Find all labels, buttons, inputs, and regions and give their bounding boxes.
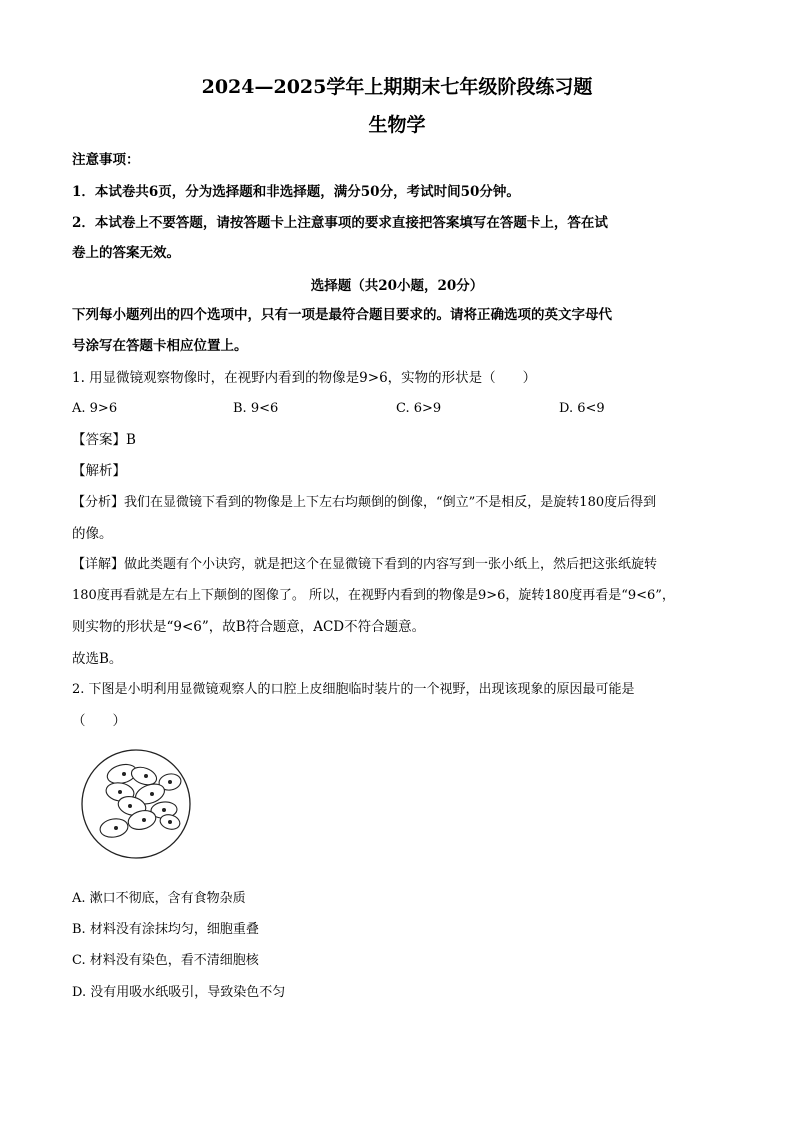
question-1-option-b: B. 9<6 <box>233 401 279 416</box>
section-instruction-line-1: 下列每小题列出的四个选项中，只有一项是最符合题目要求的。请将正确选项的英文字母代 <box>72 307 612 323</box>
question-1-xiangjie-line-1: 【详解】做此类题有个小诀窍，就是把这个在显微镜下看到的内容写到一张小纸上，然后把这张纸旋转 <box>72 557 658 572</box>
section-title: 选择题（共20小题，20分） <box>310 278 484 294</box>
section-instruction-line-2: 号涂写在答题卡相应位置上。 <box>72 338 248 354</box>
question-1-analysis-label: 【解析】 <box>72 463 126 479</box>
subject-title: 生物学 <box>368 114 426 136</box>
question-1-answer: 【答案】B <box>72 432 136 448</box>
notice-heading: 注意事项： <box>72 152 140 168</box>
question-1-fenxi-line-2: 的像。 <box>72 526 113 542</box>
question-2-option-d: D. 没有用吸水纸吸引，导致染色不匀 <box>72 985 286 1000</box>
question-1-conclusion: 故选B。 <box>72 651 123 667</box>
overlapping-cells <box>99 761 183 839</box>
question-1-xiangjie-line-3: 则实物的形状是“9<6”，故B符合题意，ACD不符合题意。 <box>72 619 426 635</box>
notice-item-1: 1．本试卷共6页，分为选择题和非选择题，满分50分，考试时间50分钟。 <box>72 184 520 200</box>
question-2-stem-line-1: 2. 下图是小明利用显微镜观察人的口腔上皮细胞临时装片的一个视野，出现该现象的原因最可能是 <box>72 682 635 697</box>
question-1-option-a: A. 9>6 <box>72 401 118 416</box>
question-1-stem: 1. 用显微镜观察物像时，在视野内看到的物像是9>6，实物的形状是（ ） <box>72 370 537 386</box>
question-1-option-c: C. 6>9 <box>396 401 442 416</box>
notice-item-2-line-1: 2．本试卷上不要答题，请按答题卡上注意事项的要求直接把答案填写在答题卡上，答在试 <box>72 215 608 231</box>
question-2-option-b: B. 材料没有涂抹均匀，细胞重叠 <box>72 922 259 937</box>
question-2-option-a: A. 漱口不彻底，含有食物杂质 <box>72 891 246 906</box>
question-2-option-c: C. 材料没有染色，看不清细胞核 <box>72 953 259 968</box>
notice-item-2-line-2: 卷上的答案无效。 <box>72 245 180 261</box>
question-2-stem-line-2: （ ） <box>72 713 126 729</box>
microscope-field-figure <box>80 748 192 860</box>
question-1-option-d: D. 6<9 <box>559 401 605 416</box>
exam-title: 2024—2025学年上期期末七年级阶段练习题 <box>201 76 593 98</box>
question-1-fenxi-line-1: 【分析】我们在显微镜下看到的物像是上下左右均颠倒的倒像，“倒立”不是相反，是旋转180度后得到 <box>72 495 657 510</box>
question-1-xiangjie-line-2: 180度再看就是左右上下颠倒的图像了。 所以，在视野内看到的物像是9>6，旋转180度再看是“9<6”， <box>72 588 675 603</box>
